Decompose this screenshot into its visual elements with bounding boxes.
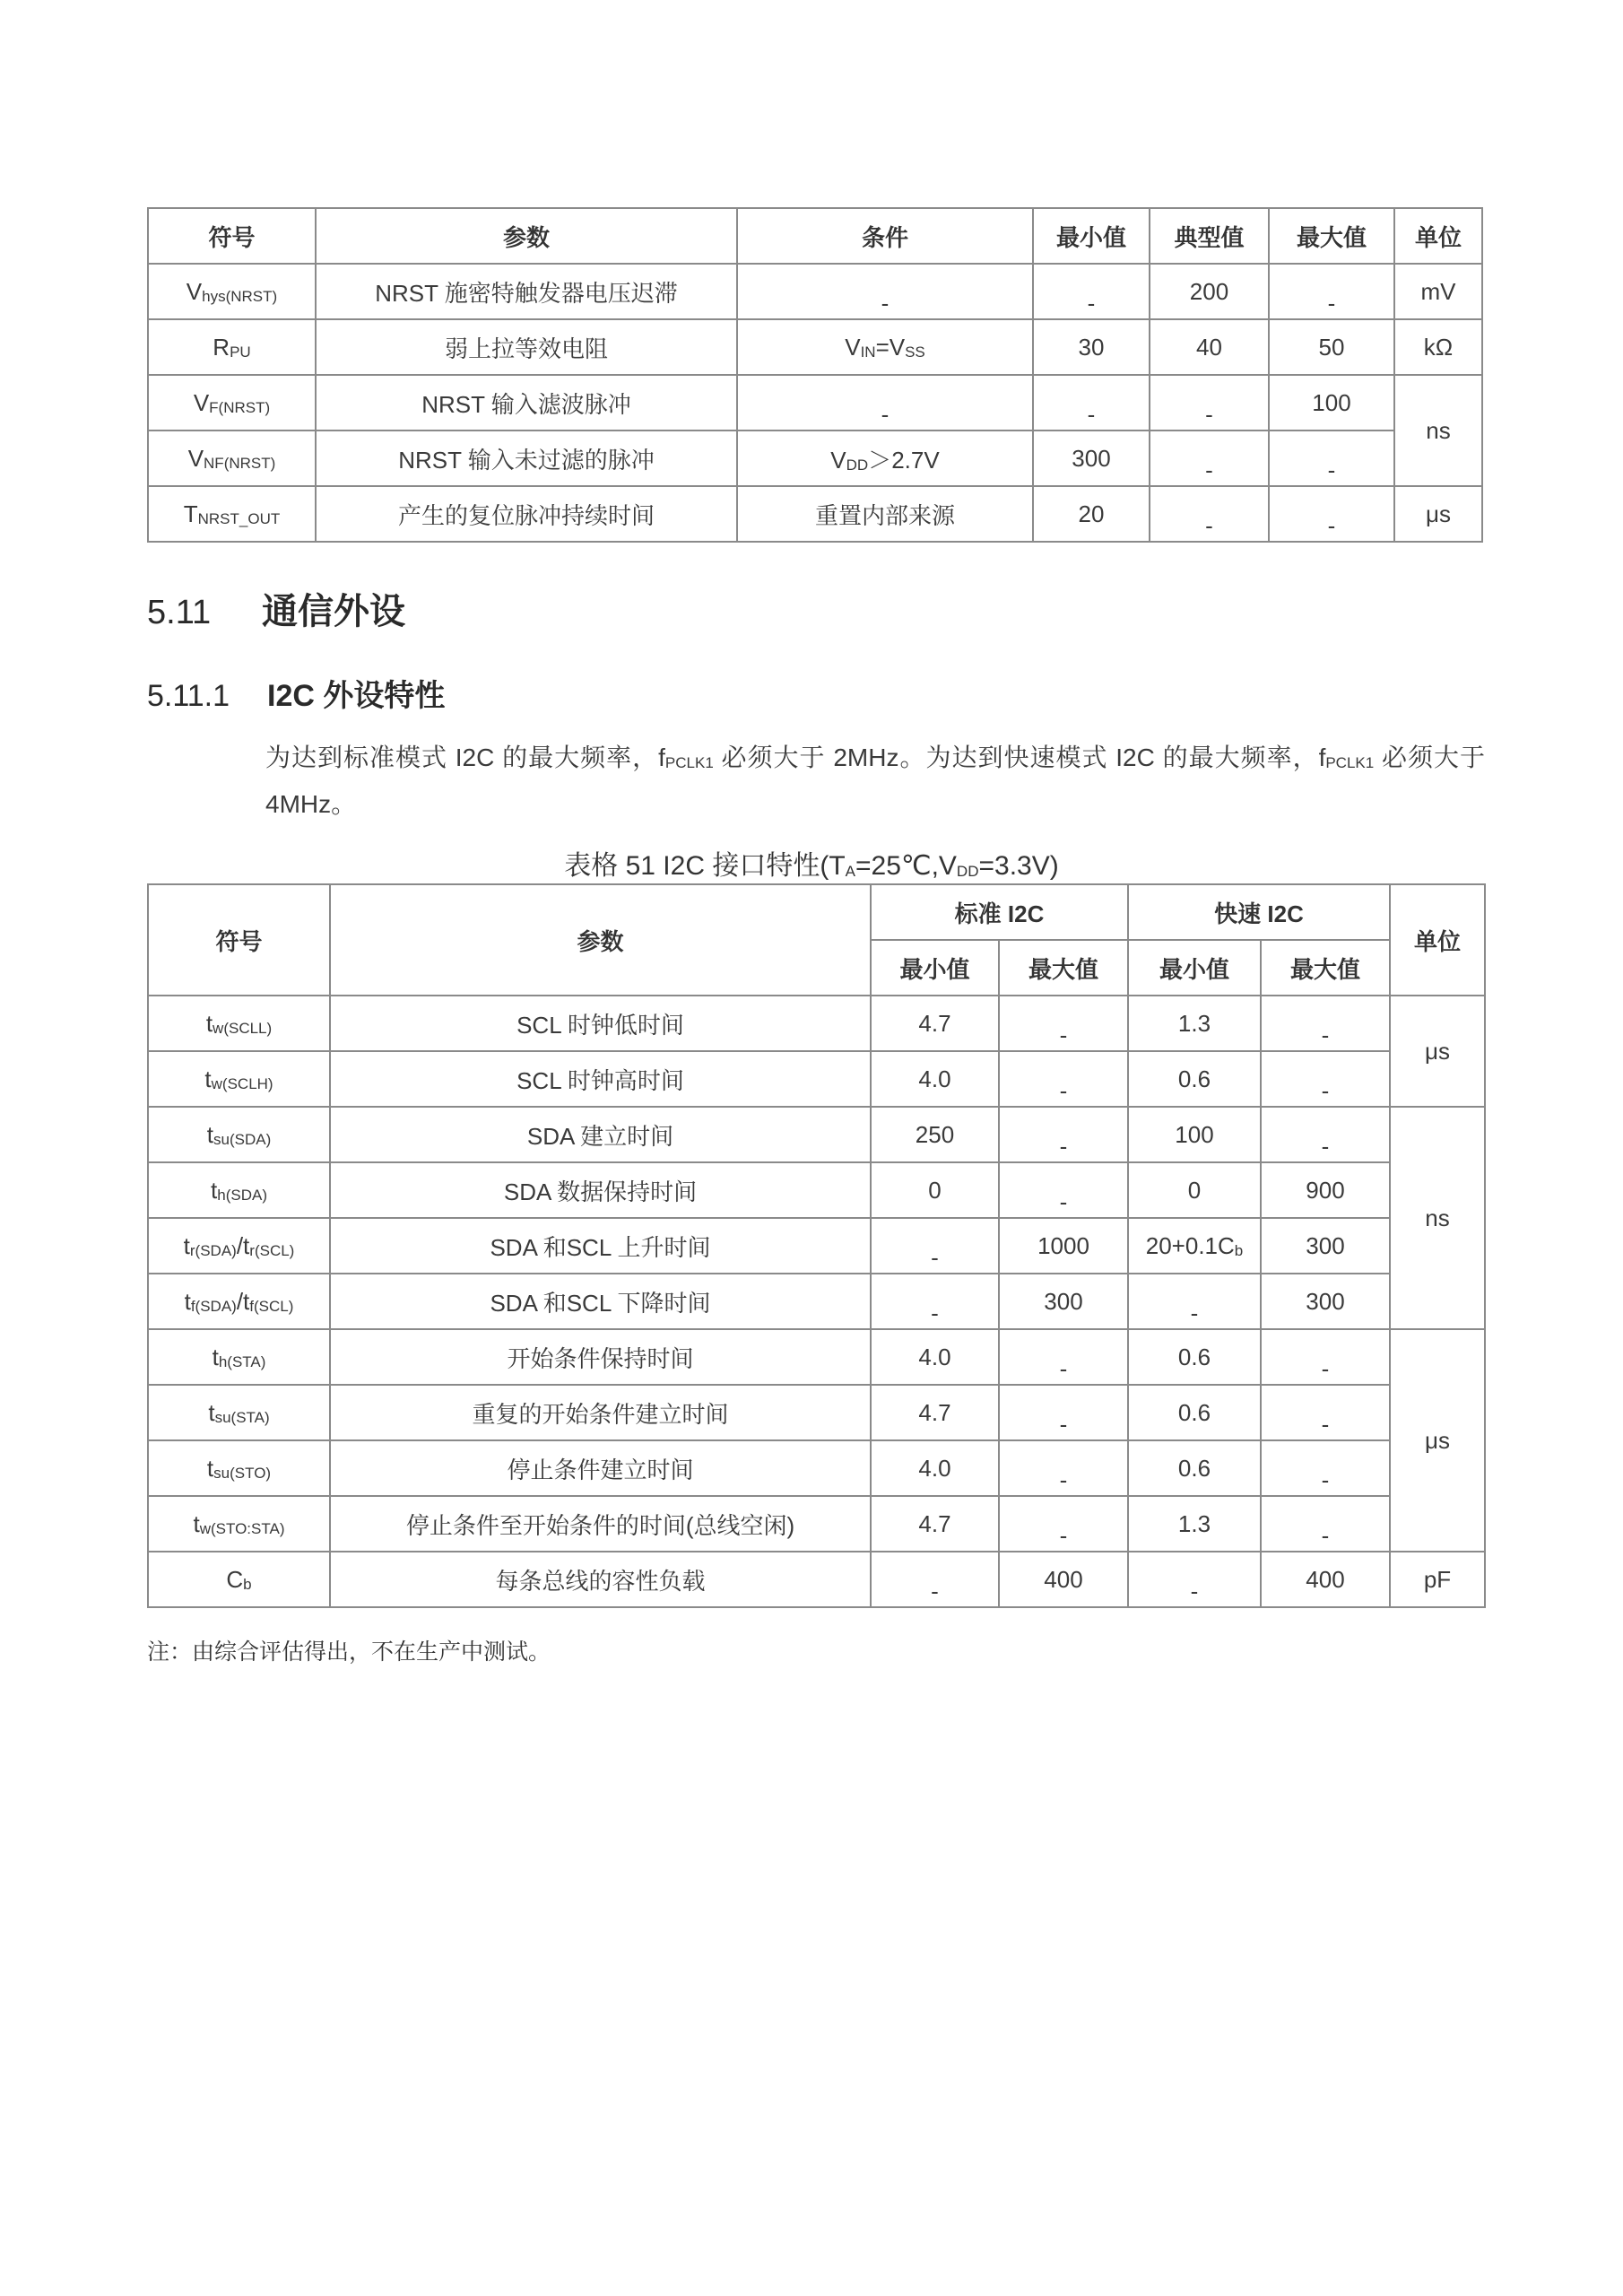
section-title: 通信外设 xyxy=(262,592,405,631)
fast-max-cell: 400 xyxy=(1261,1552,1390,1607)
nrst-characteristics-table xyxy=(147,207,1483,543)
std-min-cell: 4.0 xyxy=(871,1440,999,1496)
std-max-cell: - xyxy=(999,1440,1128,1496)
symbol-cell: $t_{w(SCLH)}$ xyxy=(148,1051,330,1107)
header-max: 最大值 xyxy=(1269,208,1394,264)
std-min-cell: 4.7 xyxy=(871,996,999,1051)
unit-cell: μs xyxy=(1390,996,1485,1107)
fast-max-cell: 300 xyxy=(1261,1218,1390,1274)
table-row xyxy=(148,1496,1485,1552)
header-symbol: 符号 xyxy=(148,884,330,996)
parameter-cell: 重复的开始条件建立时间 xyxy=(330,1385,871,1440)
typ-cell: 40 xyxy=(1150,319,1269,375)
min-cell: - xyxy=(1033,264,1150,319)
symbol-cell: $t_{su(SDA)}$ xyxy=(148,1107,330,1162)
subsection-title: I2C 外设特性 xyxy=(267,679,446,713)
parameter-cell: SCL 时钟低时间 xyxy=(330,996,871,1051)
unit-cell: μs xyxy=(1394,486,1482,542)
typ-cell: 200 xyxy=(1150,264,1269,319)
max-cell: 100 xyxy=(1269,375,1394,430)
header-symbol: 符号 xyxy=(148,208,316,264)
symbol-cell: $t_{su(STA)}$ xyxy=(148,1385,330,1440)
typ-cell: - xyxy=(1150,375,1269,430)
condition-cell: - xyxy=(737,264,1033,319)
min-cell: 300 xyxy=(1033,430,1150,486)
fast-min-cell: 1.3 xyxy=(1128,1496,1261,1552)
table-row xyxy=(148,1274,1485,1329)
subsection-number: 5.11.1 xyxy=(147,679,230,713)
unit-cell: μs xyxy=(1390,1329,1485,1552)
std-min-cell: - xyxy=(871,1218,999,1274)
fast-max-cell: - xyxy=(1261,1496,1390,1552)
unit-cell: pF xyxy=(1390,1552,1485,1607)
typ-cell: - xyxy=(1150,430,1269,486)
table-row xyxy=(148,486,1482,542)
table-row xyxy=(148,375,1482,430)
table-header-row xyxy=(148,208,1482,264)
symbol-cell: $V_{F(NRST)}$ xyxy=(148,375,316,430)
std-min-cell: 4.7 xyxy=(871,1385,999,1440)
fast-min-cell: 0.6 xyxy=(1128,1329,1261,1385)
std-max-cell: - xyxy=(999,1162,1128,1218)
fast-min-cell: $20+0.1C_b$ xyxy=(1128,1218,1261,1274)
symbol-cell: $R_{PU}$ xyxy=(148,319,316,375)
min-cell: - xyxy=(1033,375,1150,430)
unit-cell: mV xyxy=(1394,264,1482,319)
symbol-cell: $V_{hys(NRST)}$ xyxy=(148,264,316,319)
header-std-min: 最小值 xyxy=(871,940,999,996)
table-row xyxy=(148,1218,1485,1274)
table-row xyxy=(148,430,1482,486)
fast-min-cell: - xyxy=(1128,1274,1261,1329)
fast-min-cell: 0 xyxy=(1128,1162,1261,1218)
symbol-cell: $t_{h(SDA)}$ xyxy=(148,1162,330,1218)
fast-min-cell: 0.6 xyxy=(1128,1385,1261,1440)
symbol-cell: $t_{r(SDA)}/t_{r(SCL)}$ xyxy=(148,1218,330,1274)
parameter-cell: SCL 时钟高时间 xyxy=(330,1051,871,1107)
symbol-cell: $V_{NF(NRST)}$ xyxy=(148,430,316,486)
std-max-cell: 300 xyxy=(999,1274,1128,1329)
table-row xyxy=(148,1107,1485,1162)
header-parameter: 参数 xyxy=(330,884,871,996)
body-paragraph: 为达到标准模式 I2C 的最大频率，$f_{PCLK1}$ 必须大于 2MHz。为达到快速模式 I2C 的最大频率，$f_{PCLK1}$ 必须大于 4MHz。 xyxy=(265,744,1485,818)
parameter-cell: 开始条件保持时间 xyxy=(330,1329,871,1385)
std-max-cell: - xyxy=(999,1051,1128,1107)
section-number: 5.11 xyxy=(147,594,212,631)
parameter-cell: 产生的复位脉冲持续时间 xyxy=(316,486,737,542)
max-cell: - xyxy=(1269,486,1394,542)
std-min-cell: - xyxy=(871,1552,999,1607)
std-min-cell: 0 xyxy=(871,1162,999,1218)
header-parameter: 参数 xyxy=(316,208,737,264)
header-fast-min: 最小值 xyxy=(1128,940,1261,996)
symbol-cell: $t_{h(STA)}$ xyxy=(148,1329,330,1385)
subsection-heading xyxy=(147,671,445,715)
condition-cell: 重置内部来源 xyxy=(737,486,1033,542)
header-typ: 典型值 xyxy=(1150,208,1269,264)
fast-max-cell: 900 xyxy=(1261,1162,1390,1218)
condition-cell: - xyxy=(737,375,1033,430)
std-min-cell: 250 xyxy=(871,1107,999,1162)
parameter-cell: SDA 和SCL 上升时间 xyxy=(330,1218,871,1274)
parameter-cell: 每条总线的容性负载 xyxy=(330,1552,871,1607)
fast-max-cell: - xyxy=(1261,1329,1390,1385)
header-unit: 单位 xyxy=(1394,208,1482,264)
parameter-cell: SDA 建立时间 xyxy=(330,1107,871,1162)
fast-max-cell: - xyxy=(1261,1440,1390,1496)
parameter-cell: 弱上拉等效电阻 xyxy=(316,319,737,375)
std-min-cell: - xyxy=(871,1274,999,1329)
fast-min-cell: 1.3 xyxy=(1128,996,1261,1051)
fast-min-cell: 0.6 xyxy=(1128,1440,1261,1496)
table-header-row xyxy=(148,884,1485,940)
table-row xyxy=(148,1162,1485,1218)
parameter-cell: NRST 施密特触发器电压迟滞 xyxy=(316,264,737,319)
std-min-cell: 4.7 xyxy=(871,1496,999,1552)
std-max-cell: - xyxy=(999,1385,1128,1440)
fast-max-cell: 300 xyxy=(1261,1274,1390,1329)
table-row xyxy=(148,264,1482,319)
table-row xyxy=(148,1385,1485,1440)
condition-cell: $V_{DD}>2.7V$ xyxy=(737,430,1033,486)
parameter-cell: 停止条件至开始条件的时间(总线空闲) xyxy=(330,1496,871,1552)
fast-max-cell: - xyxy=(1261,1051,1390,1107)
std-max-cell: 400 xyxy=(999,1552,1128,1607)
i2c-characteristics-table xyxy=(147,883,1486,1608)
min-cell: 30 xyxy=(1033,319,1150,375)
max-cell: - xyxy=(1269,430,1394,486)
unit-cell: ns xyxy=(1394,375,1482,486)
fast-min-cell: - xyxy=(1128,1552,1261,1607)
fast-max-cell: - xyxy=(1261,1385,1390,1440)
typ-cell: - xyxy=(1150,486,1269,542)
fast-min-cell: 0.6 xyxy=(1128,1051,1261,1107)
parameter-cell: NRST 输入滤波脉冲 xyxy=(316,375,737,430)
symbol-cell: $C_b$ xyxy=(148,1552,330,1607)
std-max-cell: - xyxy=(999,1329,1128,1385)
symbol-cell: $t_{w(STO:STA)}$ xyxy=(148,1496,330,1552)
condition-cell: $V_{IN}=V_{SS}$ xyxy=(737,319,1033,375)
parameter-cell: NRST 输入未过滤的脉冲 xyxy=(316,430,737,486)
table-row xyxy=(148,1329,1485,1385)
parameter-cell: 停止条件建立时间 xyxy=(330,1440,871,1496)
unit-cell: kΩ xyxy=(1394,319,1482,375)
max-cell: 50 xyxy=(1269,319,1394,375)
table-row xyxy=(148,996,1485,1051)
symbol-cell: $t_{f(SDA)}/t_{f(SCL)}$ xyxy=(148,1274,330,1329)
header-standard-i2c: 标准 I2C xyxy=(871,884,1128,940)
symbol-cell: $t_{w(SCLL)}$ xyxy=(148,996,330,1051)
fast-max-cell: - xyxy=(1261,996,1390,1051)
symbol-cell: $T_{NRST\_OUT}$ xyxy=(148,486,316,542)
table-row xyxy=(148,319,1482,375)
std-max-cell: - xyxy=(999,1107,1128,1162)
fast-max-cell: - xyxy=(1261,1107,1390,1162)
std-max-cell: - xyxy=(999,996,1128,1051)
table-row xyxy=(148,1440,1485,1496)
section-heading xyxy=(147,583,405,634)
std-max-cell: 1000 xyxy=(999,1218,1128,1274)
max-cell: - xyxy=(1269,264,1394,319)
table-row xyxy=(148,1051,1485,1107)
header-fast-i2c: 快速 I2C xyxy=(1128,884,1390,940)
std-min-cell: 4.0 xyxy=(871,1051,999,1107)
header-fast-max: 最大值 xyxy=(1261,940,1390,996)
std-min-cell: 4.0 xyxy=(871,1329,999,1385)
header-unit: 单位 xyxy=(1390,884,1485,996)
symbol-cell: $t_{su(STO)}$ xyxy=(148,1440,330,1496)
table-note: 注：由综合评估得出，不在生产中测试。 xyxy=(147,1639,551,1665)
header-min: 最小值 xyxy=(1033,208,1150,264)
header-std-max: 最大值 xyxy=(999,940,1128,996)
parameter-cell: SDA 和SCL 下降时间 xyxy=(330,1274,871,1329)
table-row xyxy=(148,1552,1485,1607)
fast-min-cell: 100 xyxy=(1128,1107,1261,1162)
table-caption: 表格 51 I2C 接口特性$(T_A=25℃,V_{DD}=3.3V)$ xyxy=(564,851,1059,881)
parameter-cell: SDA 数据保持时间 xyxy=(330,1162,871,1218)
min-cell: 20 xyxy=(1033,486,1150,542)
unit-cell: ns xyxy=(1390,1107,1485,1329)
std-max-cell: - xyxy=(999,1496,1128,1552)
header-condition: 条件 xyxy=(737,208,1033,264)
